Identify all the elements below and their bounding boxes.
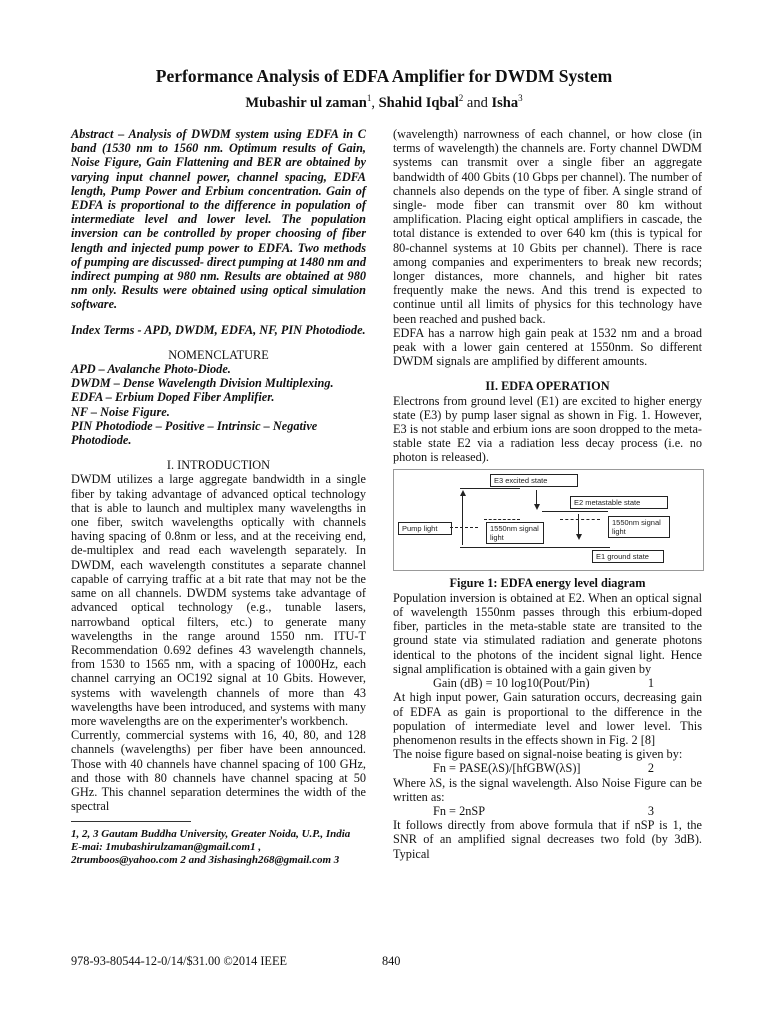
decay-arrow-shaft xyxy=(536,490,537,504)
footnote-email-2: 2trumboos@yahoo.com 2 and 3ishasingh268@gmail.com 3 xyxy=(71,854,340,867)
author-3-affil: 3 xyxy=(518,93,523,103)
e2-level-label: E2 metastable state xyxy=(570,496,668,509)
figure-caption: Figure 1: EDFA energy level diagram xyxy=(449,575,646,590)
signal-out-label: 1550nm signal light xyxy=(608,516,670,538)
e2-level-line xyxy=(542,511,608,512)
right-paragraph-8: It follows directly from above formula that if nSP is 1, the SNR of an amplified signal decreases two fold (by 3dB). Typical xyxy=(393,818,702,861)
intro-paragraph-2: Currently, commercial systems with 16, 40, 80, and 128 channels (wavelengths) per fiber have been announced. Those with 40 channels have channel spacing of 100 GHz, and those with 80 channels have channel spacing at 50 GHz. This channel separation determines the width of the spectral xyxy=(71,728,366,814)
right-paragraph-3: Electrons from ground level (E1) are excited to higher energy state (E3) by pump laser signal as shown in Fig. 1. However, E3 is not stable and erbium ions are soon dropped to the meta-stable state E2 via a radiation less decay process (i.e. no photon is released). xyxy=(393,393,702,465)
footnote-affiliation: 1, 2, 3 Gautam Buddha University, Greater Noida, U.P., India xyxy=(71,828,351,841)
energy-level-diagram xyxy=(393,469,704,571)
e1-level-line xyxy=(460,547,610,548)
left-column xyxy=(71,127,366,867)
equation-1 xyxy=(393,676,702,690)
right-paragraph-1: (wavelength) narrowness of each channel, or how close (in terms of wavelength) the channels are. Forty channel DWDM systems can transmit over a single fiber an aggregate bandwidth of 400 Gbits (10 Gbps per channel). The number of channels also depends on the type of fiber. A single strand of single- mode fiber can transmit over 80 km without amplification. Placing eight optical amplifiers in cascade, the total distance is extended to over 640 km (this is typical for 80-channel systems at 10 Gbits per channel). There is race among companies and experimenters to break new records; longer distances, more channels, and higher bit rates frequently make the news. And this trend is expected to continue until all limits of physics for this technology have been reached and pushed back. xyxy=(393,127,702,326)
author-line xyxy=(0,93,768,112)
right-paragraph-7: Where λS, is the signal wavelength. Also Noise Figure can be written as: xyxy=(393,775,702,804)
equation-1-body: Gain (dB) = 10 log10(Pout/Pin) xyxy=(433,676,590,691)
nomenclature-item: DWDM – Dense Wavelength Division Multiplexing. xyxy=(71,376,334,391)
page-number: 840 xyxy=(382,954,401,968)
author-2-affil: 2 xyxy=(458,93,464,103)
pump-dash xyxy=(450,527,478,528)
author-3: Isha xyxy=(491,94,519,111)
equation-3-body: Fn = 2nSP xyxy=(433,803,486,818)
right-paragraph-5: At high input power, Gain saturation occurs, decreasing gain of EDFA as gain is proportional to the difference in the population of intermediate level and lower level. This phenomenon results in the effects shown in Fig. 2 [8] xyxy=(393,690,702,747)
right-paragraph-4: Population inversion is obtained at E2. When an optical signal of wavelength 1550nm passes through this erbium-doped fiber, particles in the meta-stable state are transited to the ground state via stimulated radiation and generate photons identical to the photons of the incident signal light. Hence signal amplification is obtained with a gain given by xyxy=(393,590,702,676)
author-1: Mubashir ul zaman xyxy=(245,94,367,111)
signal-in-label: 1550nm signal light xyxy=(486,522,544,544)
abstract: Abstract – Analysis of DWDM system using EDFA in C band (1530 nm to 1560 nm. Optimum results of Gain, Noise Figure, Gain Flattening and BER are obtained by varying input channel power, channel spacing, EDFA length, Pump Power and Erbium concentration. Gain of EDFA is proportional to the difference in population of intermediate level and lower level. The population inversion can be controlled by proper choosing of fiber length and injected pump power to EDFA. Two methods of pumping are discussed- direct pumping at 1480 nm and indirect pumping at 980 nm. Results are obtained at 980 nm only. Results were obtained using optical simulation software. xyxy=(71,127,366,312)
footnote-email-1: E-mai: 1mubashirulzaman@gmail.com1 , xyxy=(71,841,262,854)
equation-3-number: 3 xyxy=(647,803,654,818)
stimulated-arrow-shaft xyxy=(578,514,579,534)
author-sep-1: , xyxy=(371,94,379,111)
paper-title: Performance Analysis of EDFA Amplifier for DWDM System xyxy=(155,66,613,86)
equation-2-body: Fn = PASE(λS)/[hfGBW(λS)] xyxy=(433,761,581,776)
pump-arrow-icon xyxy=(460,490,466,496)
stimulated-arrow-icon xyxy=(576,534,582,540)
pump-arrow-shaft xyxy=(462,495,463,545)
author-1-affil: 1 xyxy=(366,93,372,103)
signal-out-dash xyxy=(560,519,600,520)
intro-paragraph-1: DWDM utilizes a large aggregate bandwidth in a single fiber by taking advantage of advanced optical technology that is able to launch and multiplex many wavelengths in one fiber, switch wavelengths optically with channels having spacing of 0.8nm or less, and at the receiving end, de-multiplex and read each wavelength separately. In DWDM, each wavelength constitutes a separate channel capable of carrying traffic at a bit rate that may not be the same on all channels. DWDM systems take advantage of advanced optical technology (e.g., tunable lasers, narrowband optical filters, etc.) to generate many wavelengths in the range around 1550 nm. ITU-T Recommendation 0.692 defines 43 wavelength channels, from 1530 to 1565 nm, with a spacing of 1000Hz, each channel carrying an OC192 signal at 10 Gbits. However, systems with wavelength channels of more than 43 wavelengths have been introduced, and systems with many more wavelengths are on the experimenter's workbench. xyxy=(71,472,366,728)
author-sep-2: and xyxy=(463,94,492,111)
equation-2-number: 2 xyxy=(647,761,654,776)
equation-3 xyxy=(393,804,702,818)
equation-1-number: 1 xyxy=(647,676,654,691)
signal-in-dash xyxy=(484,519,520,520)
section-2-heading: II. EDFA OPERATION xyxy=(485,379,610,394)
decay-arrow-icon xyxy=(534,504,540,510)
nomenclature-item: PIN Photodiode – Positive – Intrinsic – Negative Photodiode. xyxy=(71,418,318,448)
footnote-divider xyxy=(71,821,191,822)
footer-isbn: 978-93-80544-12-0/14/$31.00 ©2014 IEEE xyxy=(71,954,287,968)
author-2: Shahid Iqbal xyxy=(378,94,459,111)
nomenclature-item: EDFA – Erbium Doped Fiber Amplifier. xyxy=(71,390,275,405)
e3-level-line xyxy=(460,488,520,489)
index-terms: Index Terms - APD, DWDM, EDFA, NF, PIN Photodiode. xyxy=(71,322,366,337)
equation-2 xyxy=(393,761,702,775)
right-column xyxy=(393,127,702,861)
pump-light-label: Pump light xyxy=(398,522,452,535)
nomenclature-heading: NOMENCLATURE xyxy=(168,347,269,362)
e1-level-label: E1 ground state xyxy=(592,550,664,563)
right-paragraph-2: EDFA has a narrow high gain peak at 1532 nm and a broad peak with a lower gain centered at 1550nm. So different DWDM signals are amplified by different amounts. xyxy=(393,325,702,369)
e3-level-label: E3 excited state xyxy=(490,474,578,487)
nomenclature-item: APD – Avalanche Photo-Diode. xyxy=(71,362,231,377)
right-paragraph-6: The noise figure based on signal-noise beating is given by: xyxy=(393,747,683,762)
intro-heading: I. INTRODUCTION xyxy=(166,458,271,473)
nomenclature-item: NF – Noise Figure. xyxy=(71,404,170,419)
